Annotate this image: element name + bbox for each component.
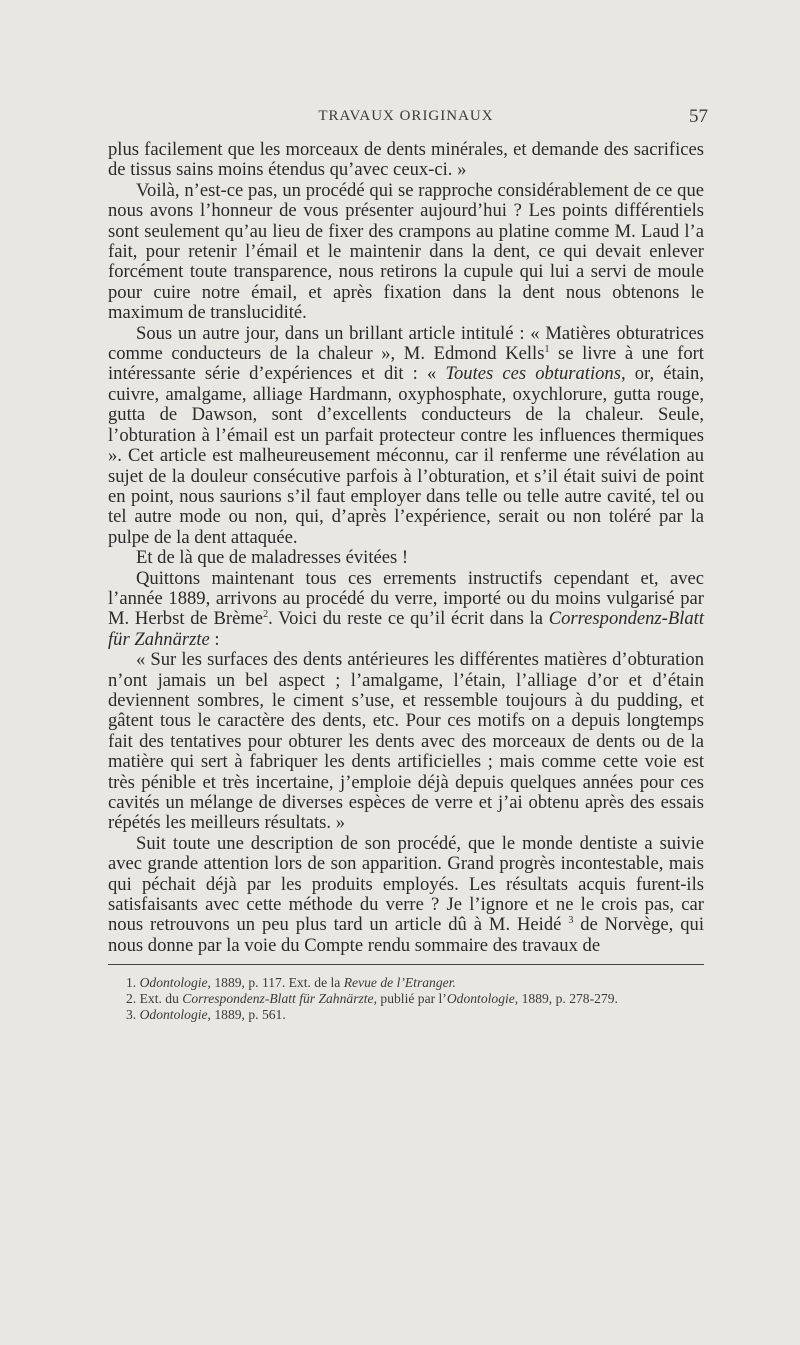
footnote	[108, 991, 704, 1007]
text-run: 1889, p. 278-279.	[518, 991, 618, 1007]
paragraph	[108, 834, 704, 956]
text-run: se livre à une fort intéressante série d’expériences et dit : «	[108, 343, 704, 385]
text-run: Toutes ces obturations,	[445, 363, 626, 385]
text-run: Quittons maintenant tous ces errements instructifs cependant et, avec l’année 1889, arrivons au procédé du verre, importé ou du moins vulgarisé par M. Herbst de Brème	[108, 567, 704, 630]
text-run: or, étain, cuivre, amalgame, alliage Hardmann, oxyphosphate, oxychlorure, gutta rouge, gutta de Dawson, sont d’excellents conducteurs de la chaleur. Seule, l’obturation à l’émail est un parfait protecteur contre les influences thermiques ». Cet article est malheureusement méconnu, car il renferme une révélation au sujet de la douleur consécutive parfois à l’obturation, et s’il était suivi de point en point, nous saurions s’il faut employer dans telle ou telle autre cavité, tel ou tel autre mode ou non, qui, d’après l’expérience, serait ou non toléré par la pulpe de la dent attaquée.	[108, 363, 704, 548]
text-run: 1889, p. 561.	[210, 1007, 286, 1023]
paragraph	[108, 569, 704, 651]
paragraph	[108, 181, 704, 324]
text-run: 3.	[126, 1007, 140, 1023]
paragraph	[108, 324, 704, 548]
footnote-ref: 1	[544, 343, 550, 355]
body-text	[108, 140, 704, 956]
text-run: de Norvège, qui nous donne par la voie du Compte rendu sommaire des travaux de	[108, 914, 704, 956]
text-run: :	[209, 628, 220, 650]
paragraph	[108, 140, 704, 181]
text-run: Odontologie,	[446, 991, 519, 1007]
footnote	[108, 1007, 704, 1023]
footnotes	[108, 975, 704, 1023]
text-run: . Voici du reste ce qu’il écrit dans la	[268, 608, 549, 630]
text-run: Suit toute une description de son procédé, que le monde dentiste a suivie avec grande attention lors de son apparition. Grand progrès incontestable, mais qui péchait déjà par les produits employés. Les résultats acquis furent-ils satisfaisants avec cette méthode du verre ? Je l’ignore et ne le crois pas, car nous retrouvons un peu plus tard un article dû à M. Heidé	[108, 832, 704, 936]
text-run: 1889, p. 117. Ext. de la	[210, 975, 344, 991]
text-run: Odontologie,	[139, 1007, 211, 1023]
text-run: Correspondenz-Blatt für Zahnärzte	[108, 608, 704, 650]
footnote-ref: 3	[568, 915, 574, 927]
text-run: Revue de l’Etranger.	[343, 975, 456, 991]
text-run: Sous un autre jour, dans un brillant article intitulé : « Matières obturatrices comme conducteurs de la chaleur », M. Edmond Kells	[108, 322, 704, 365]
text-run: « Sur les surfaces des dents antérieures les différentes matières d’obturation n’ont jamais un bel aspect ; l’amalgame, l’étain, l’alliage d’or et d’étain deviennent sombres, le ciment s’use, et ressemble toujours à du pudding, et gâtent tous le caractère des dents, etc. Pour ces motifs on a depuis longtemps fait des tentatives pour obturer les dents avec des morceaux de dents ou de la matière qui sert à fabriquer les dents artificielles ; mais comme cette voie est très pénible et très incertaine, j’emploie déjà depuis quelques années pour ces cavités un mélange de diverses espèces de verre et j’ai obtenu après des essais répétés les meilleurs résultats. »	[108, 649, 704, 834]
text-run: Et de là que de maladresses évitées !	[136, 547, 409, 569]
text-run: plus facilement que les morceaux de dents minérales, et demande des sacrifices de tissus sains moins étendus qu’avec ceux-ci. »	[108, 139, 704, 181]
footnote-rule	[108, 964, 704, 965]
text-run: Voilà, n’est-ce pas, un procédé qui se rapproche considérablement de ce que nous avons l’honneur de vous présenter aujourd’hui ? Les points différentiels sont seulement qu’au lieu de fixer des crampons au platine comme M. Laud l’a fait, pour retenir l’émail et le maintenir dans la dent, ce qui devait enlever forcément toute transparence, nous retirons la cupule qui lui a servi de moule pour cuire notre émail, et après fixation dans la dent nous obtenons le maximum de translucidité.	[108, 179, 704, 324]
text-run: 1.	[126, 975, 140, 991]
text-run: publié par l’	[377, 991, 447, 1007]
footnote-ref: 2	[263, 609, 269, 621]
paragraph	[108, 650, 704, 834]
running-title: TRAVAUX ORIGINAUX	[318, 108, 494, 124]
page-number: 57	[689, 106, 708, 127]
text-run: Odontologie,	[139, 975, 211, 991]
paragraph	[108, 548, 704, 568]
text-run: 2. Ext. du	[126, 991, 183, 1007]
text-run: Correspondenz-Blatt für Zahnärzte,	[182, 991, 377, 1007]
footnote	[108, 975, 704, 991]
running-header	[108, 106, 708, 132]
